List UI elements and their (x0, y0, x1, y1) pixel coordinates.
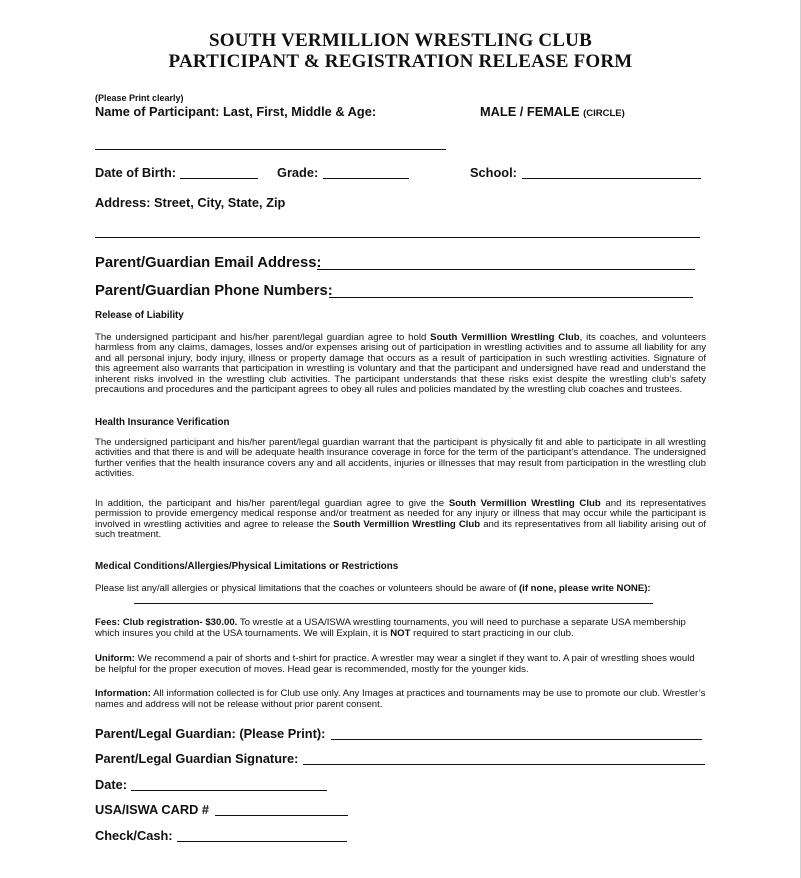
gender-label: MALE / FEMALE (480, 104, 580, 119)
fees-label: Fees: Club registration- $30.00. (95, 617, 238, 628)
payment-line[interactable] (177, 841, 347, 842)
phone-line[interactable] (329, 297, 693, 298)
address-label: Address: Street, City, State, Zip (95, 195, 286, 210)
medical-paragraph: Please list any/all allergies or physical limitations that the coaches or volunteers should be aware of (if none, please write NONE): (95, 583, 651, 594)
email-line[interactable] (317, 269, 695, 270)
information-label: Information: (95, 688, 151, 699)
card-line[interactable] (215, 815, 348, 816)
club-name-ref: South Vermillion Wrestling Club (430, 332, 580, 343)
date-label: Date: (95, 777, 127, 792)
gender-hint: (CIRCLE) (583, 108, 625, 119)
fees-paragraph: Fees: Club registration- $30.00. To wrestle at a USA/ISWA wrestling tournaments, you will need to purchase a separate USA membership which insures you child at the USA tournaments. We will Explain, it is NOT required to start practicing in our club. (95, 617, 686, 640)
participant-name-line[interactable] (95, 149, 446, 150)
dob-label: Date of Birth: (95, 165, 177, 180)
treatment-paragraph: In addition, the participant and his/her parent/legal guardian agree to give the South Vermillion Wrestling Club and its representatives permission to provide emergency medical response and/or treatment as needed for any injury or illness that may occur while the participant is involved in wrestling activities and agree to release the South Vermillion Wrestling Club and its representatives from all liability arising out of such treatment. (95, 498, 706, 541)
release-heading: Release of Liability (95, 310, 184, 321)
school-label: School: (470, 165, 517, 180)
club-name-title: SOUTH VERMILLION WRESTLING CLUB (209, 30, 592, 51)
guardian-print-line[interactable] (331, 739, 702, 740)
release-paragraph: The undersigned participant and his/her parent/legal guardian agree to hold South Vermillion Wrestling Club, its coaches, and volunteers harmless from any claims, damages, losses and/or expenses arising out of participation in wrestling activities and to assume all liability for any and all personal injury, body injury, illness or property damage that occurs as a result of participation in such wrestling activities. Signature of this agreement also warrants that participation in wrestling is voluntary and that the participant and undersigned have read and understand the inherent risks involved in the wrestling club activities. The participant understands that these risks exist despite the wrestling club’s safety precautions and procedures and the participant agrees to obey all rules and policies mandated by the wrestling club coaches and trustees. (95, 332, 706, 396)
date-line[interactable] (131, 790, 327, 791)
dob-line[interactable] (180, 178, 258, 179)
guardian-signature-label: Parent/Legal Guardian Signature: (95, 751, 299, 766)
uniform-label: Uniform: (95, 653, 135, 664)
information-paragraph: Information: All information collected is for Club use only. Any Images at practices and tournaments may be use to promote our club. Wrestler’s names and address will not be release without prior parent consent. (95, 688, 706, 711)
medical-line[interactable] (134, 603, 653, 604)
guardian-signature-line[interactable] (303, 764, 705, 765)
phone-label: Parent/Guardian Phone Numbers: (95, 283, 333, 299)
address-line[interactable] (95, 237, 700, 238)
payment-label: Check/Cash: (95, 828, 173, 843)
grade-line[interactable] (323, 178, 409, 179)
health-paragraph: The undersigned participant and his/her parent/legal guardian warrant that the participant is physically fit and able to participate in all wrestling activities and that there is and will be adequate health insurance coverage in force for the term of the participant’s attendance. The undersigned further verifies that the health insurance covers any and all accidents, injuries or illnesses that may result from participation in the wrestling club activities. (95, 437, 706, 480)
form-title: PARTICIPANT & REGISTRATION RELEASE FORM (168, 51, 633, 72)
print-clearly-note: (Please Print clearly) (95, 93, 184, 103)
health-heading: Health Insurance Verification (95, 417, 230, 428)
club-name-ref: South Vermillion Wrestling Club (448, 498, 601, 509)
card-label: USA/ISWA CARD # (95, 802, 209, 817)
email-label: Parent/Guardian Email Address: (95, 255, 322, 271)
school-line[interactable] (522, 178, 701, 179)
medical-heading: Medical Conditions/Allergies/Physical Limitations or Restrictions (95, 561, 399, 572)
club-name-ref: South Vermillion Wrestling Club (333, 518, 481, 530)
guardian-print-label: Parent/Legal Guardian: (Please Print): (95, 726, 326, 741)
grade-label: Grade: (277, 165, 319, 180)
gender-field[interactable] (480, 104, 625, 119)
uniform-paragraph: Uniform: We recommend a pair of shorts and t-shirt for practice. A wrestler may wear a singlet if they want to. A pair of wrestling shoes would be helpful for the proper execution of moves. Head gear is recommended, mostly for the younger kids. (95, 653, 695, 676)
participant-name-label: Name of Participant: Last, First, Middle & Age: (95, 104, 377, 119)
